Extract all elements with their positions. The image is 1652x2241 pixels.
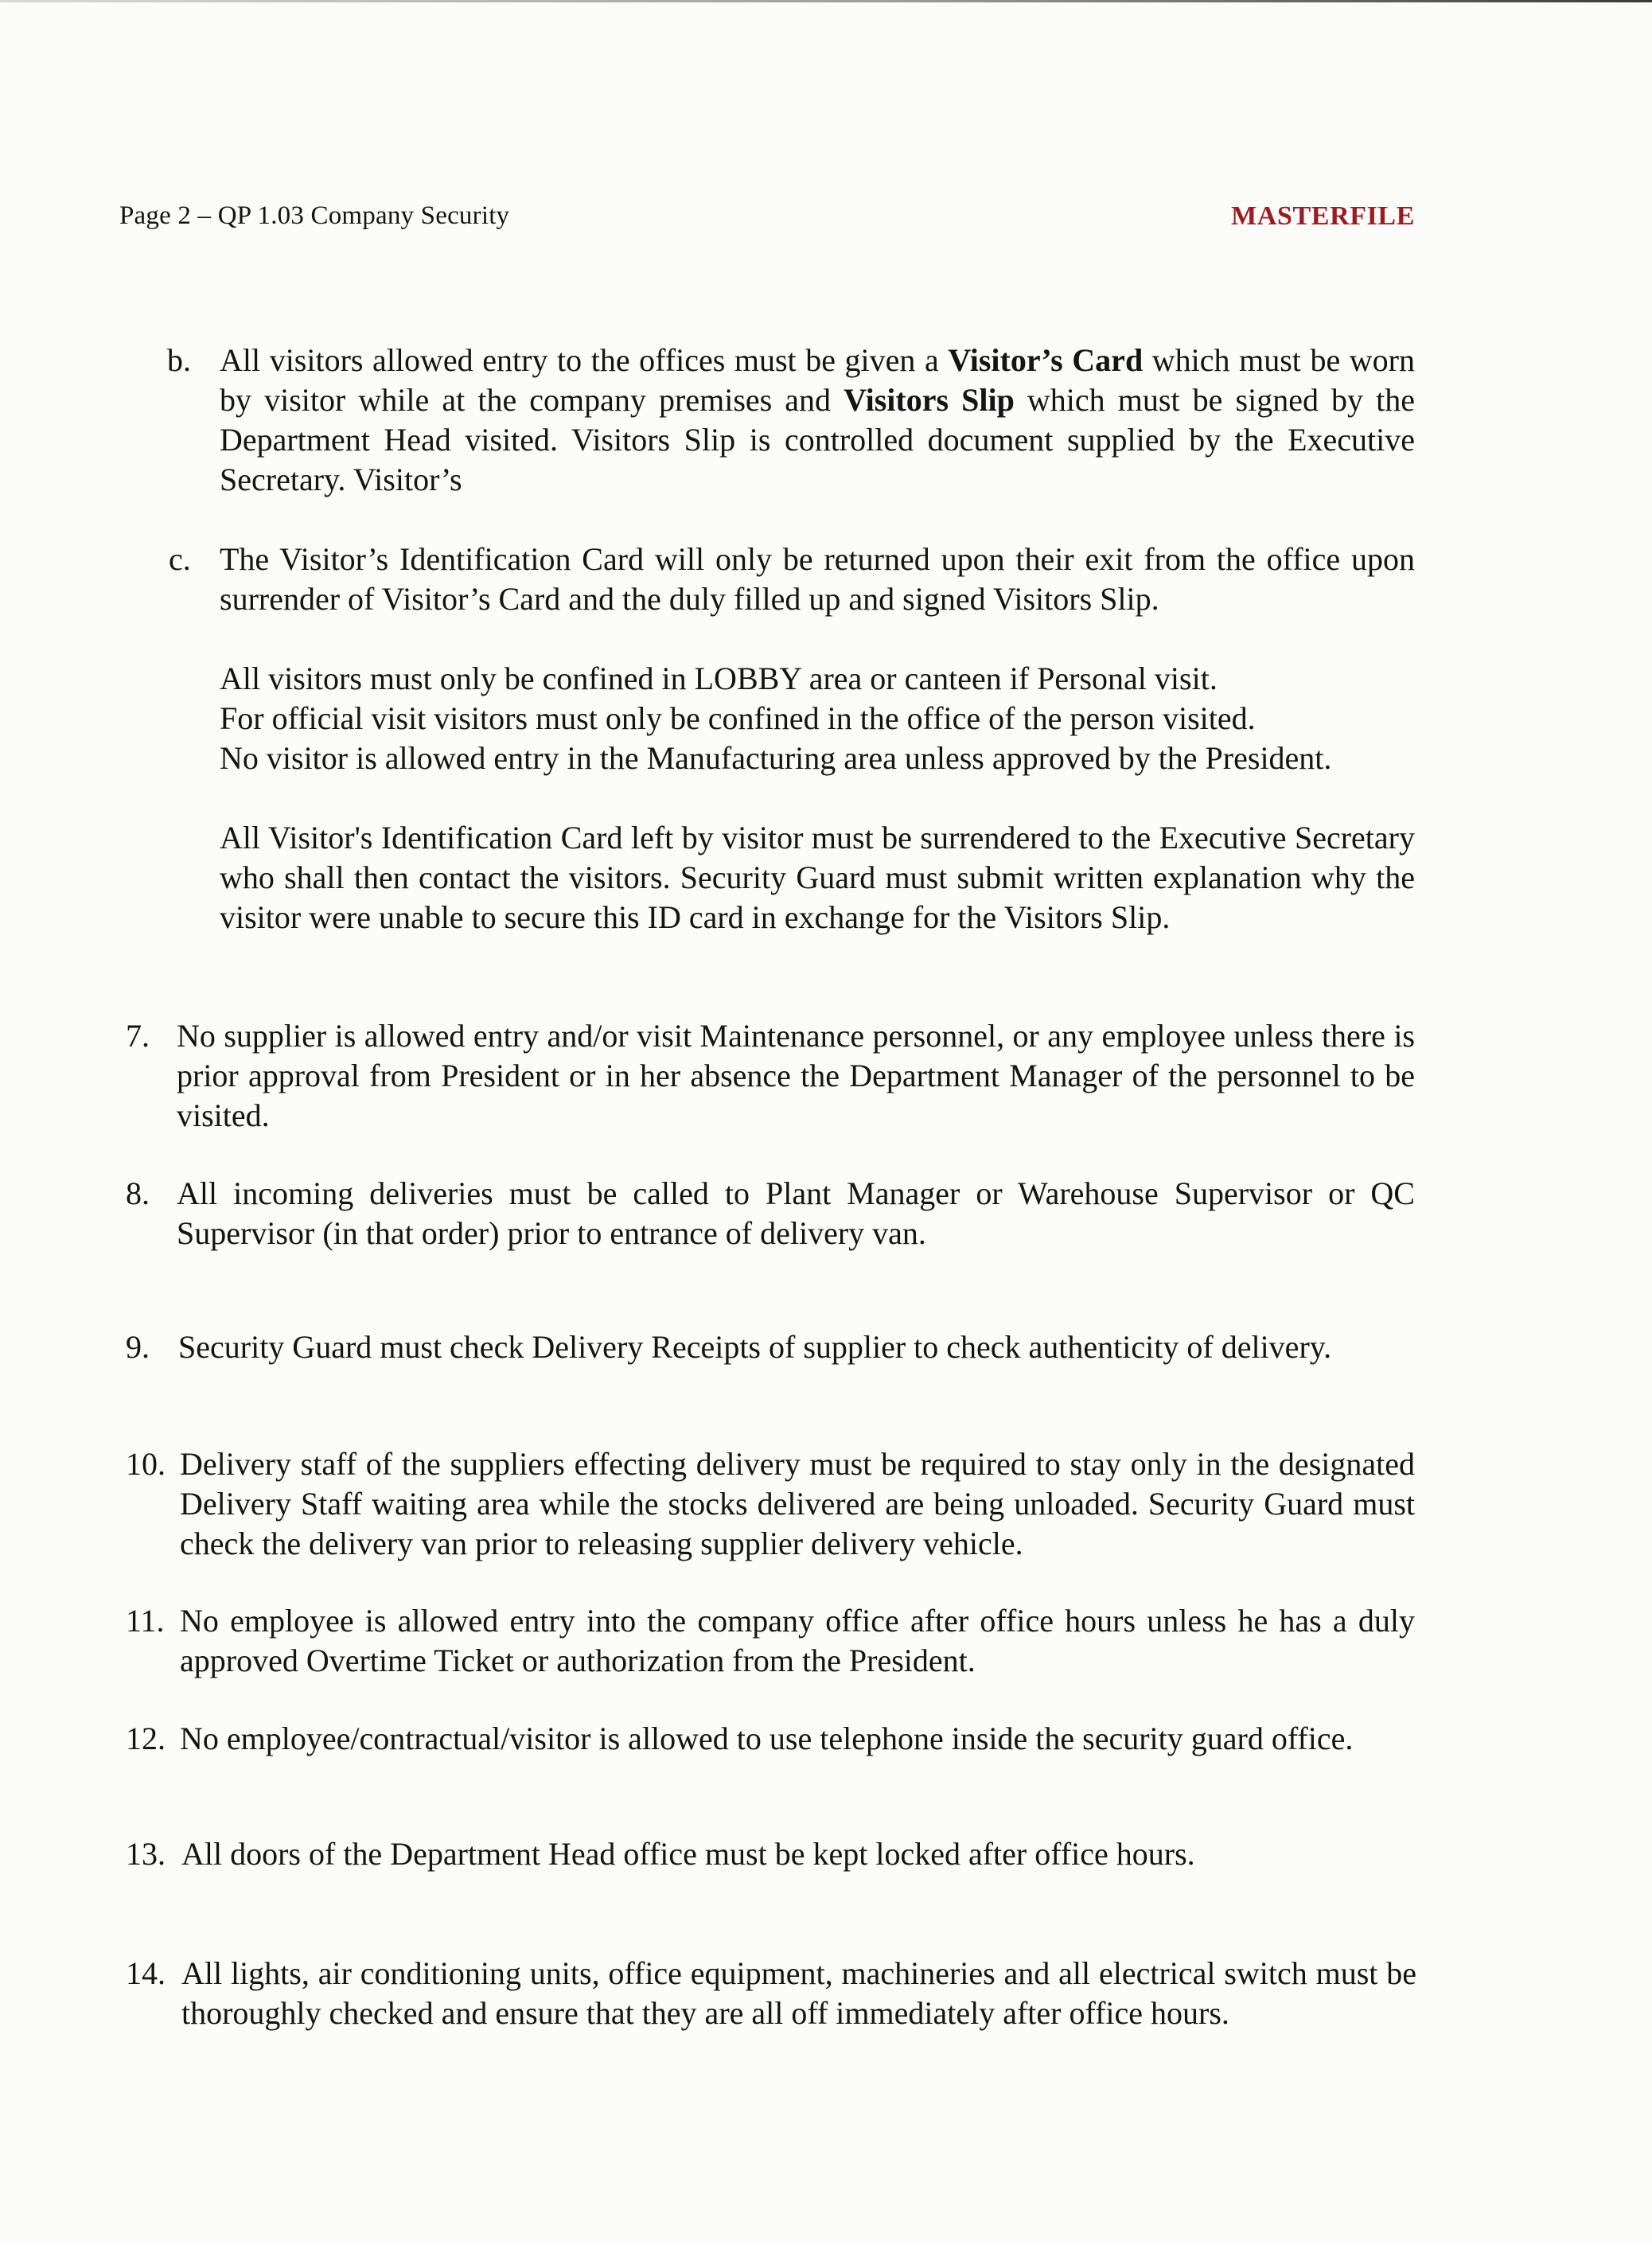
list-marker: 11. [126, 1603, 165, 1639]
paragraph: All lights, air conditioning units, office equipment, machineries and all electrical switch must be thoroughly checked and ensure that they are all off immediately after office hours. [181, 1955, 1416, 2031]
scan-edge [0, 0, 1652, 2]
paragraph-visitor-card: All visitors allowed entry to the offices must be given a Visitor’s Card which must be worn by visitor while at the company premises and Visitors Slip which must be signed by the Department Head visited. Visitors Slip is controlled document supplied by the Executive Secretary. Visitor’s [220, 342, 1416, 497]
bold-visitors-slip: Visitors Slip [844, 382, 1015, 418]
paragraph: Delivery staff of the suppliers effecting delivery must be required to stay only in the designated Delivery Staff waiting area while the stocks delivered are being unloaded. Security Guard must check the delivery van prior to releasing supplier delivery vehicle. [180, 1446, 1415, 1561]
paragraph-id-card: All Visitor's Identification Card left by visitor must be surrendered to the Executive Secretary who shall then contact the visitors. Security Guard must submit written explanation why the visitor were unable to secure this ID card in exchange for the Visitors Slip. [220, 820, 1415, 935]
list-item-b [167, 341, 1415, 500]
paragraph-id-return: The Visitor’s Identification Card will only be returned upon their exit from the office upon surrender of Visitor’s Card and the duly filled up and signed Visitors Slip. [220, 541, 1415, 617]
list-marker: 10. [126, 1446, 166, 1482]
bold-visitors-card: Visitor’s Card [948, 342, 1144, 378]
list-marker: c. [169, 541, 191, 577]
page-reference: Page 2 – QP 1.03 Company Security [119, 201, 510, 230]
list-item-12 [126, 1719, 1431, 1759]
list-marker: 9. [126, 1329, 150, 1365]
list-item-8 [126, 1174, 1415, 1253]
list-item-13 [126, 1834, 1415, 1874]
list-item-7 [126, 1016, 1415, 1136]
confinement-rules [220, 659, 1421, 778]
masterfile-stamp: MASTERFILE [1231, 201, 1415, 231]
paragraph: All doors of the Department Head office must be kept locked after office hours. [181, 1836, 1195, 1872]
rule-line: All visitors must only be confined in LOBBY area or canteen if Personal visit. [220, 661, 1218, 696]
list-item-14 [126, 1954, 1416, 2033]
paragraph: No employee is allowed entry into the company office after office hours unless he has a duly approved Overtime Ticket or authorization from the President. [180, 1603, 1415, 1678]
list-item-9 [126, 1327, 1415, 1367]
list-item-11 [126, 1601, 1415, 1681]
paragraph: No supplier is allowed entry and/or visit Maintenance personnel, or any employee unless there is prior approval from President or in her absence the Department Manager of the personnel to be visited. [177, 1018, 1415, 1133]
list-item-c [169, 540, 1415, 619]
rule-line: No visitor is allowed entry in the Manufacturing area unless approved by the President. [220, 740, 1332, 776]
rule-line: For official visit visitors must only be confined in the office of the person visited. [220, 700, 1256, 736]
list-marker: 14. [126, 1955, 166, 1991]
list-marker: b. [167, 342, 191, 378]
list-marker: 7. [126, 1018, 150, 1054]
paragraph: All incoming deliveries must be called to Plant Manager or Warehouse Supervisor or QC Supervisor (in that order) prior to entrance of delivery van. [177, 1175, 1415, 1251]
list-marker: 12. [126, 1721, 166, 1756]
list-marker: 8. [126, 1175, 150, 1211]
list-item-10 [126, 1444, 1415, 1564]
list-marker: 13. [126, 1836, 166, 1872]
paragraph: Security Guard must check Delivery Receipts of supplier to check authenticity of delivery. [178, 1329, 1332, 1365]
paragraph: No employee/contractual/visitor is allowed to use telephone inside the security guard office. [180, 1721, 1354, 1756]
id-card-paragraph [220, 818, 1415, 937]
page-header [119, 201, 1415, 233]
